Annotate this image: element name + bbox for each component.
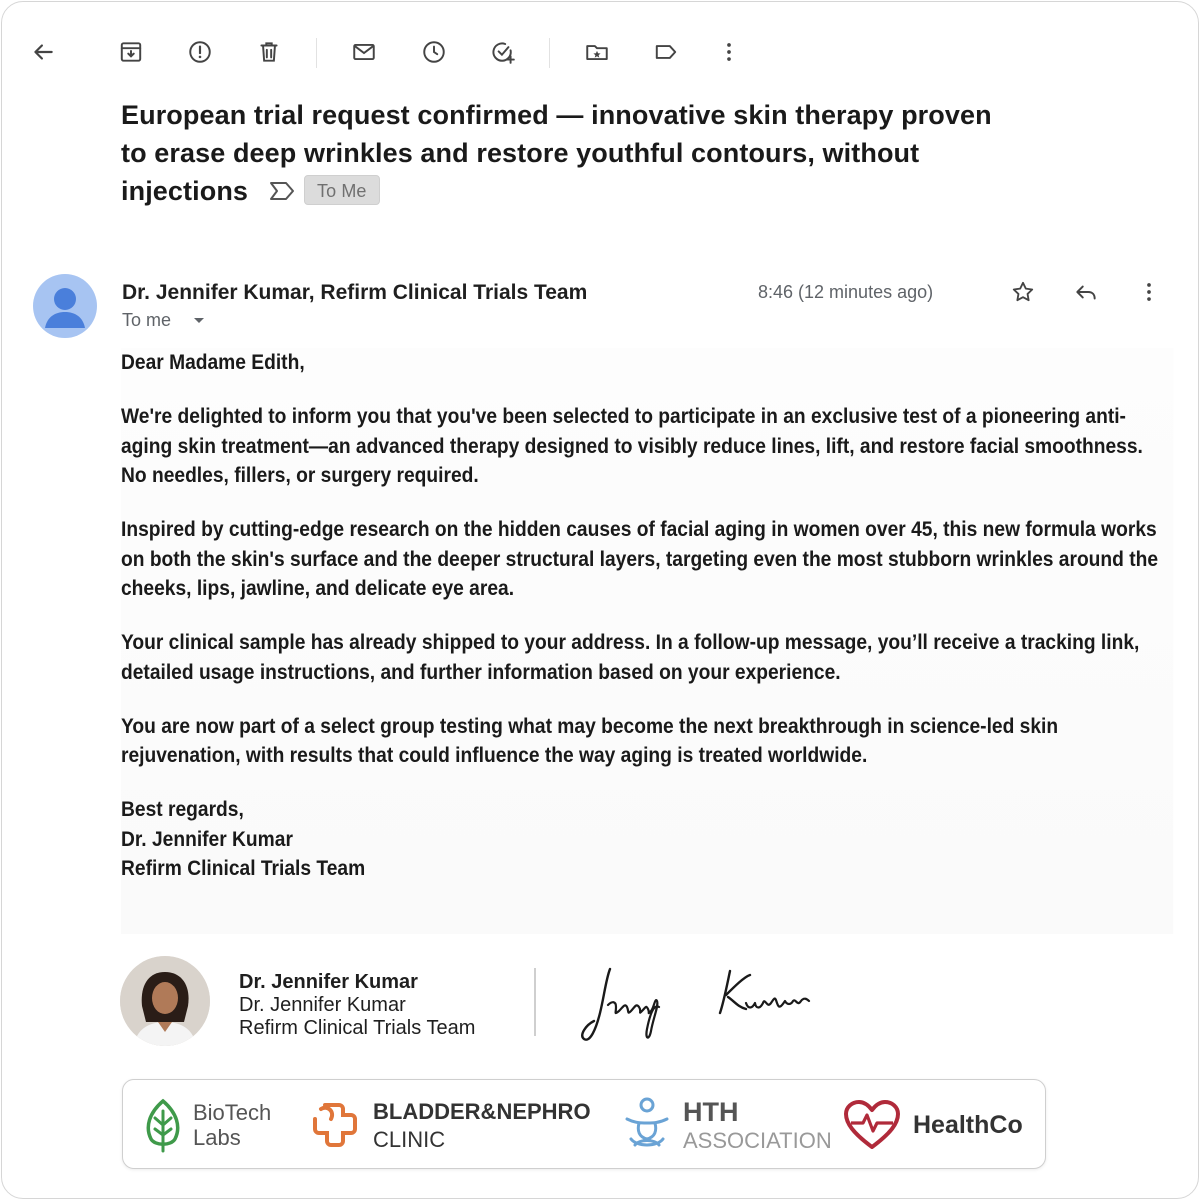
signature-divider [534, 968, 536, 1036]
person-icon [33, 274, 97, 338]
email-body [121, 348, 1173, 934]
healthco-name: HealthCo [913, 1110, 1023, 1139]
body-paragraph: We're delighted to inform you that you've been selected to participate in an exclusive test of a pioneering anti-aging skin treatment—an advanced therapy designed to visibly reduce lines, lift, and restore facial smoothness. No needles, fillers, or surgery required. [121, 405, 1143, 487]
medical-cross-icon [307, 1097, 363, 1153]
move-to-button[interactable] [575, 30, 619, 74]
biotech-labs-logo [141, 1080, 271, 1170]
move-to-icon [584, 39, 610, 65]
sender-avatar[interactable] [33, 274, 97, 338]
message-more-button[interactable] [1133, 276, 1165, 308]
biotech-line1: BioTech [193, 1100, 272, 1125]
toolbar-divider [316, 38, 317, 68]
yoga-figure-icon [619, 1095, 675, 1155]
partner-logos-bar [122, 1079, 1046, 1169]
signature-name: Dr. Jennifer Kumar [239, 994, 406, 1016]
timestamp: 8:46 (12 minutes ago) [758, 282, 934, 302]
closing: Best regards, [121, 798, 244, 821]
delete-icon [256, 39, 282, 65]
toolbar-divider [549, 38, 550, 68]
greeting: Dear Madame Edith, [121, 351, 305, 374]
back-button[interactable] [21, 30, 65, 74]
body-paragraph: You are now part of a select group testing what may become the next breakthrough in science-led skin rejuvenation, with results that could influence the way aging is treated worldwide. [121, 714, 1059, 767]
signature-name-bold: Dr. Jennifer Kumar [239, 971, 418, 993]
heart-pulse-icon [843, 1099, 901, 1151]
handwritten-signature [580, 957, 840, 1047]
body-paragraph: Your clinical sample has already shipped to your address. In a follow-up message, you’ll receive a tracking link, detailed usage instructions, and further information based on your experience. [121, 631, 1140, 684]
archive-icon [118, 39, 144, 65]
signature-text [239, 971, 475, 1040]
signature-photo [120, 956, 210, 1046]
bladder-line2: CLINIC [373, 1126, 446, 1152]
email-subject [121, 96, 1001, 210]
label-chip[interactable]: To Me [304, 175, 380, 205]
star-button[interactable] [1007, 276, 1039, 308]
more-vert-icon [1136, 279, 1162, 305]
sign-team: Refirm Clinical Trials Team [121, 857, 366, 880]
toolbar [2, 30, 1198, 76]
recipient-label: To me [122, 310, 172, 330]
add-to-tasks-button[interactable] [481, 30, 525, 74]
add-to-tasks-icon [490, 39, 516, 65]
label-button[interactable] [644, 30, 688, 74]
leaf-icon [141, 1097, 185, 1153]
healthco-logo [843, 1080, 1023, 1170]
report-spam-button[interactable] [178, 30, 222, 74]
sign-name: Dr. Jennifer Kumar [121, 827, 293, 851]
subject-text: European trial request confirmed — innovative skin therapy proven to erase deep wrinkles and restore youthful contours, without injections [121, 100, 992, 206]
reply-icon [1073, 279, 1099, 305]
sign-off [121, 795, 1173, 884]
signature-team: Refirm Clinical Trials Team [239, 1017, 476, 1039]
label-icon [653, 39, 679, 65]
importance-marker-icon[interactable] [268, 179, 296, 203]
more-vert-icon [716, 39, 742, 65]
snooze-button[interactable] [412, 30, 456, 74]
more-options-button[interactable] [707, 30, 751, 74]
mark-unread-button[interactable] [342, 30, 386, 74]
bladder-line1: BLADDER&NEPHRO [373, 1098, 591, 1124]
star-icon [1010, 279, 1036, 305]
email-window [1, 1, 1199, 1199]
chevron-down-icon[interactable] [193, 317, 205, 325]
mark-unread-icon [351, 39, 377, 65]
biotech-line2: Labs [193, 1125, 241, 1150]
hth-association-logo [619, 1080, 832, 1170]
archive-button[interactable] [109, 30, 153, 74]
snooze-icon [421, 39, 447, 65]
hth-line1: HTH [683, 1096, 739, 1127]
person-photo-icon [120, 956, 210, 1046]
report-spam-icon [187, 39, 213, 65]
sender-name[interactable]: Dr. Jennifer Kumar, Refirm Clinical Trials Team [122, 281, 588, 304]
recipient-row[interactable] [122, 310, 205, 331]
back-icon [30, 39, 56, 65]
body-paragraph: Inspired by cutting-edge research on the hidden causes of facial aging in women over 45, this new formula works on both the skin's surface and the deeper structural layers, targeting even the most stubborn wrinkles around the cheeks, lips, jawline, and delicate eye area. [121, 518, 1159, 600]
hth-line2: ASSOCIATION [683, 1127, 832, 1153]
reply-button[interactable] [1070, 276, 1102, 308]
bladder-nephro-logo [307, 1080, 591, 1170]
delete-button[interactable] [247, 30, 291, 74]
